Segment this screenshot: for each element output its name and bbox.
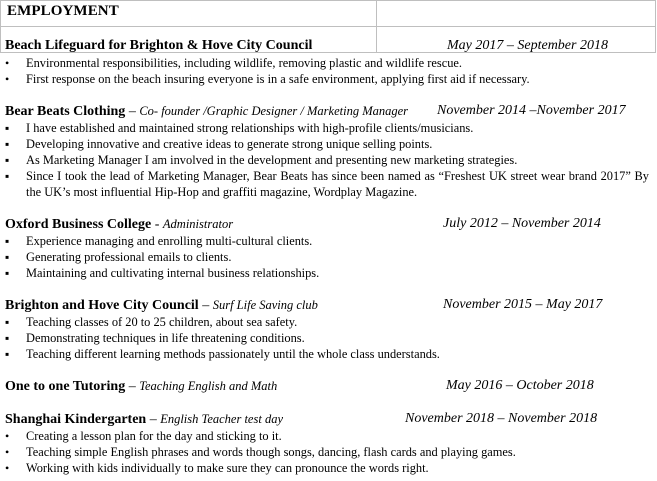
job-header: Oxford Business College - Administrator July 2012 – November 2014 [5, 216, 601, 232]
bullet-icon [5, 71, 15, 88]
bullet-list [5, 314, 653, 362]
bullet-list [5, 428, 653, 476]
job-entry-lifeguard [5, 37, 653, 87]
list-item: ▪ As Marketing Manager I am involved in the development and presenting new marketing strategies. [5, 152, 653, 168]
list-item: ▪ Maintaining and cultivating internal business relationships. [5, 265, 653, 281]
job-role: Administrator [162, 217, 234, 231]
job-role: Teaching English and Math [139, 379, 278, 393]
bullet-icon [5, 120, 15, 137]
bullet-icon [5, 249, 15, 266]
job-dates: November 2014 –November 2017 [437, 103, 626, 118]
employer-name: Shanghai Kindergarten [5, 412, 147, 427]
list-item: • Environmental responsibilities, including wildlife, removing plastic and wildlife rescue. [5, 55, 653, 71]
employer-name: Bear Beats Clothing [5, 104, 126, 119]
employer-name: Beach Lifeguard for Brighton & Hove City Council [5, 38, 313, 53]
bullet-icon [5, 314, 15, 331]
job-header [5, 37, 653, 55]
list-item: ▪ Experience managing and enrolling multi-cultural clients. [5, 233, 653, 249]
employer-name: Oxford Business College [5, 217, 152, 232]
job-entry-shanghai [5, 410, 653, 476]
job-dates: May 2016 – October 2018 [446, 378, 594, 393]
list-item: ▪ Teaching classes of 20 to 25 children, about sea safety. [5, 314, 653, 330]
bullet-icon [5, 233, 15, 250]
list-item: ▪ Generating professional emails to clients. [5, 249, 653, 265]
bullet-list [5, 120, 653, 200]
job-role: Surf Life Saving club [212, 298, 318, 312]
bullet-icon [5, 460, 15, 477]
job-header: Brighton and Hove City Council – Surf Life Saving club November 2015 – May 2017 [5, 297, 603, 313]
bullet-icon [5, 136, 15, 153]
list-item: • First response on the beach insuring everyone is in a safe environment, applying first aid if necessary. [5, 71, 653, 87]
job-entry-oxford [5, 215, 653, 281]
bullet-icon [5, 444, 15, 461]
bullet-icon [5, 428, 15, 445]
job-role: Co- founder /Graphic Designer / Marketing Manager [139, 104, 409, 118]
bullet-icon [5, 330, 15, 347]
list-item: • Teaching simple English phrases and words though songs, dancing, flash cards and playing games. [5, 444, 653, 460]
bullet-list [5, 233, 653, 281]
bullet-icon [5, 265, 15, 282]
list-item: • Creating a lesson plan for the day and sticking to it. [5, 428, 653, 444]
job-header: Shanghai Kindergarten – English Teacher test day November 2018 – November 2018 [5, 411, 598, 427]
table-cell [377, 1, 656, 27]
section-heading: EMPLOYMENT [7, 3, 119, 19]
list-item: • Working with kids individually to make sure they can pronounce the words right. [5, 460, 653, 476]
bullet-icon [5, 346, 15, 363]
job-dates: July 2012 – November 2014 [443, 216, 601, 231]
job-dates: November 2015 – May 2017 [443, 297, 603, 312]
job-entry-bear-beats [5, 102, 653, 200]
job-role: English Teacher test day [160, 412, 283, 426]
list-item: ▪ Teaching different learning methods passionately until the whole class understands. [5, 346, 653, 362]
bullet-list [5, 55, 653, 87]
bullet-icon [5, 55, 15, 72]
bullet-icon [5, 152, 15, 169]
job-entry-tutoring [5, 377, 653, 395]
employer-name: Brighton and Hove City Council [5, 298, 199, 313]
bullet-icon [5, 168, 15, 185]
job-dates: November 2018 – November 2018 [405, 411, 598, 426]
list-item: ▪ Developing innovative and creative ideas to generate strong unique selling points. [5, 136, 653, 152]
list-item: ▪ Since I took the lead of Marketing Manager, Bear Beats has since been named as “Freshest UK street wear brand 2017” By the UK’s most influential Hip-Hop and graffiti magazine, Wordplay Magazine. [5, 168, 653, 200]
list-item: ▪ Demonstrating techniques in life threatening conditions. [5, 330, 653, 346]
list-item: ▪ I have established and maintained strong relationships with high-profile clients/musicians. [5, 120, 653, 136]
job-header: One to one Tutoring – Teaching English and Math May 2016 – October 2018 [5, 378, 594, 394]
employer-name: One to one Tutoring [5, 379, 126, 394]
job-dates: May 2017 – September 2018 [447, 38, 608, 53]
job-entry-council [5, 296, 653, 362]
job-header: Bear Beats Clothing – Co- founder /Graphic Designer / Marketing Manager November 2014 –November 2017 [5, 103, 626, 119]
